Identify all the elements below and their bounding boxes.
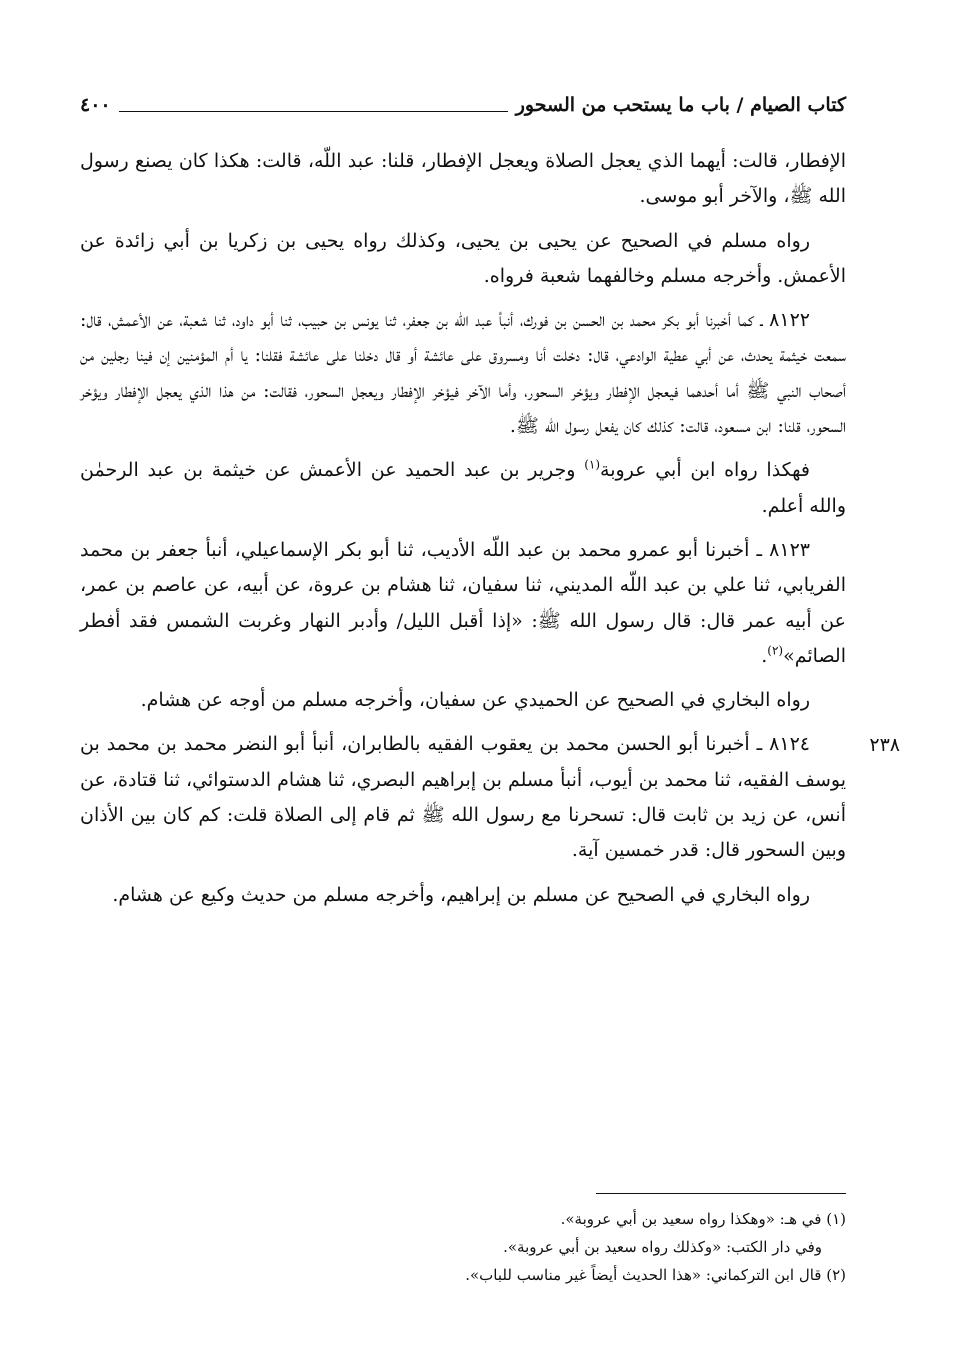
paragraph-text-part-1: فهكذا رواه ابن أبي عروبة [600, 459, 810, 482]
paragraph-narration-note: رواه مسلم في الصحيح عن يحيى بن يحيى، وكذلك رواه يحيى بن زكريا بن أبي زائدة عن الأعمش. وأخرجه مسلم وخالفهما شعبة فرواه. [80, 229, 846, 287]
chapter-title: كتاب الصيام / باب ما يستحب من السحور [515, 94, 846, 116]
footnotes [80, 1205, 846, 1289]
footnote-2: (٢) قال ابن التركماني: «هذا الحديث أيضاً غير مناسب للباب». [465, 1266, 846, 1284]
paragraph-ibn-abi-aruba [80, 453, 846, 524]
footnote-ref-2: (٢) [767, 643, 784, 658]
footnote-1: (١) في هـ: «وهكذا رواه سعيد بن أبي عروبة». [560, 1210, 846, 1228]
header-rule [119, 111, 508, 112]
hadith-8124: ٨١٢٤ ـ أخبرنا أبو الحسن محمد بن يعقوب الفقيه بالطابران، أنبأ أبو النضر محمد بن محمد بن يوسف الفقيه، ثنا محمد بن أيوب، أنبأ مسلم بن إبراهيم البصري، ثنا هشام الدستوائي، ثنا قتادة، عن أنس، عن زيد بن ثابت قال: تسحرنا مع رسول الله ﷺ ثم قام إلى الصلاة قلت: كم كان بين الأذان وبين السحور قال: قدر خمسين آية. [80, 733, 846, 862]
footnote-ref-1: (١) [584, 458, 601, 473]
hadith-8122: ٨١٢٢ ـ كما أخبرنا أبو بكر محمد بن الحسن بن فورك، أنبأ عبد اللّه بن جعفر، ثنا يونس بن حبيب، ثنا أبو داود، ثنا شعبة، عن الأعمش، قال: سمعت خيثمة يحدث، عن أبي عطية الوادعي، قال: دخلت أنا ومسروق على عائشة أو قال دخلنا على عائشة فقلنا: يا أم المؤمنين إن فينا رجلين من أصحاب النبي ﷺ أما أحدهما فيعجل الإفطار ويؤخر السحور، وأما الآخر فيؤخر الإفطار ويعجل السحور، فقالت: من هذا الذي يعجل الإفطار ويؤخر السحور، قلنا: ابن مسعود، قالت: كذلك كان يفعل رسول الله ﷺ. [80, 309, 846, 438]
footnote-separator [596, 1193, 846, 1194]
hadith-8123-end: . [761, 644, 768, 667]
main-text [80, 144, 846, 922]
margin-page-reference: ٢٣٨ [869, 734, 900, 756]
page-number: ٤٠٠ [80, 94, 111, 116]
hadith-8123 [80, 533, 846, 674]
paragraph-bukhari-note-2: رواه البخاري في الصحيح عن مسلم بن إبراهيم، وأخرجه مسلم من حديث وكيع عن هشام. [112, 883, 810, 906]
paragraph-bukhari-note-1: رواه البخاري في الصحيح عن الحميدي عن سفيان، وأخرجه مسلم من أوجه عن هشام. [140, 689, 810, 712]
running-header [80, 86, 846, 120]
hadith-8123-text: ٨١٢٣ ـ أخبرنا أبو عمرو محمد بن عبد اللّه الأديب، ثنا أبو بكر الإسماعيلي، أنبأ جعفر بن محمد الفريابي، ثنا علي بن عبد اللّه المديني، ثنا سفيان، ثنا هشام بن عروة، عن أبيه، عن عاصم بن عمر، عن أبيه عمر قال: قال رسول الله ﷺ: «إذا أقبل الليل/ وأدبر النهار وغربت الشمس فقد أفطر الصائم» [80, 538, 846, 667]
paragraph-text-part-2: وجرير بن عبد الحميد عن الأعمش عن خيثمة بن عبد الرحمٰن والله أعلم. [80, 459, 846, 517]
footnote-1-variant: وفي دار الكتب: «وكذلك رواه سعيد بن أبي عروبة». [503, 1238, 822, 1256]
paragraph-continuation: الإفطار، قالت: أيهما الذي يعجل الصلاة ويعجل الإفطار، قلنا: عبد اللّه، قالت: هكذا كان يصنع رسول الله ﷺ، والآخر أبو موسى. [80, 150, 846, 208]
